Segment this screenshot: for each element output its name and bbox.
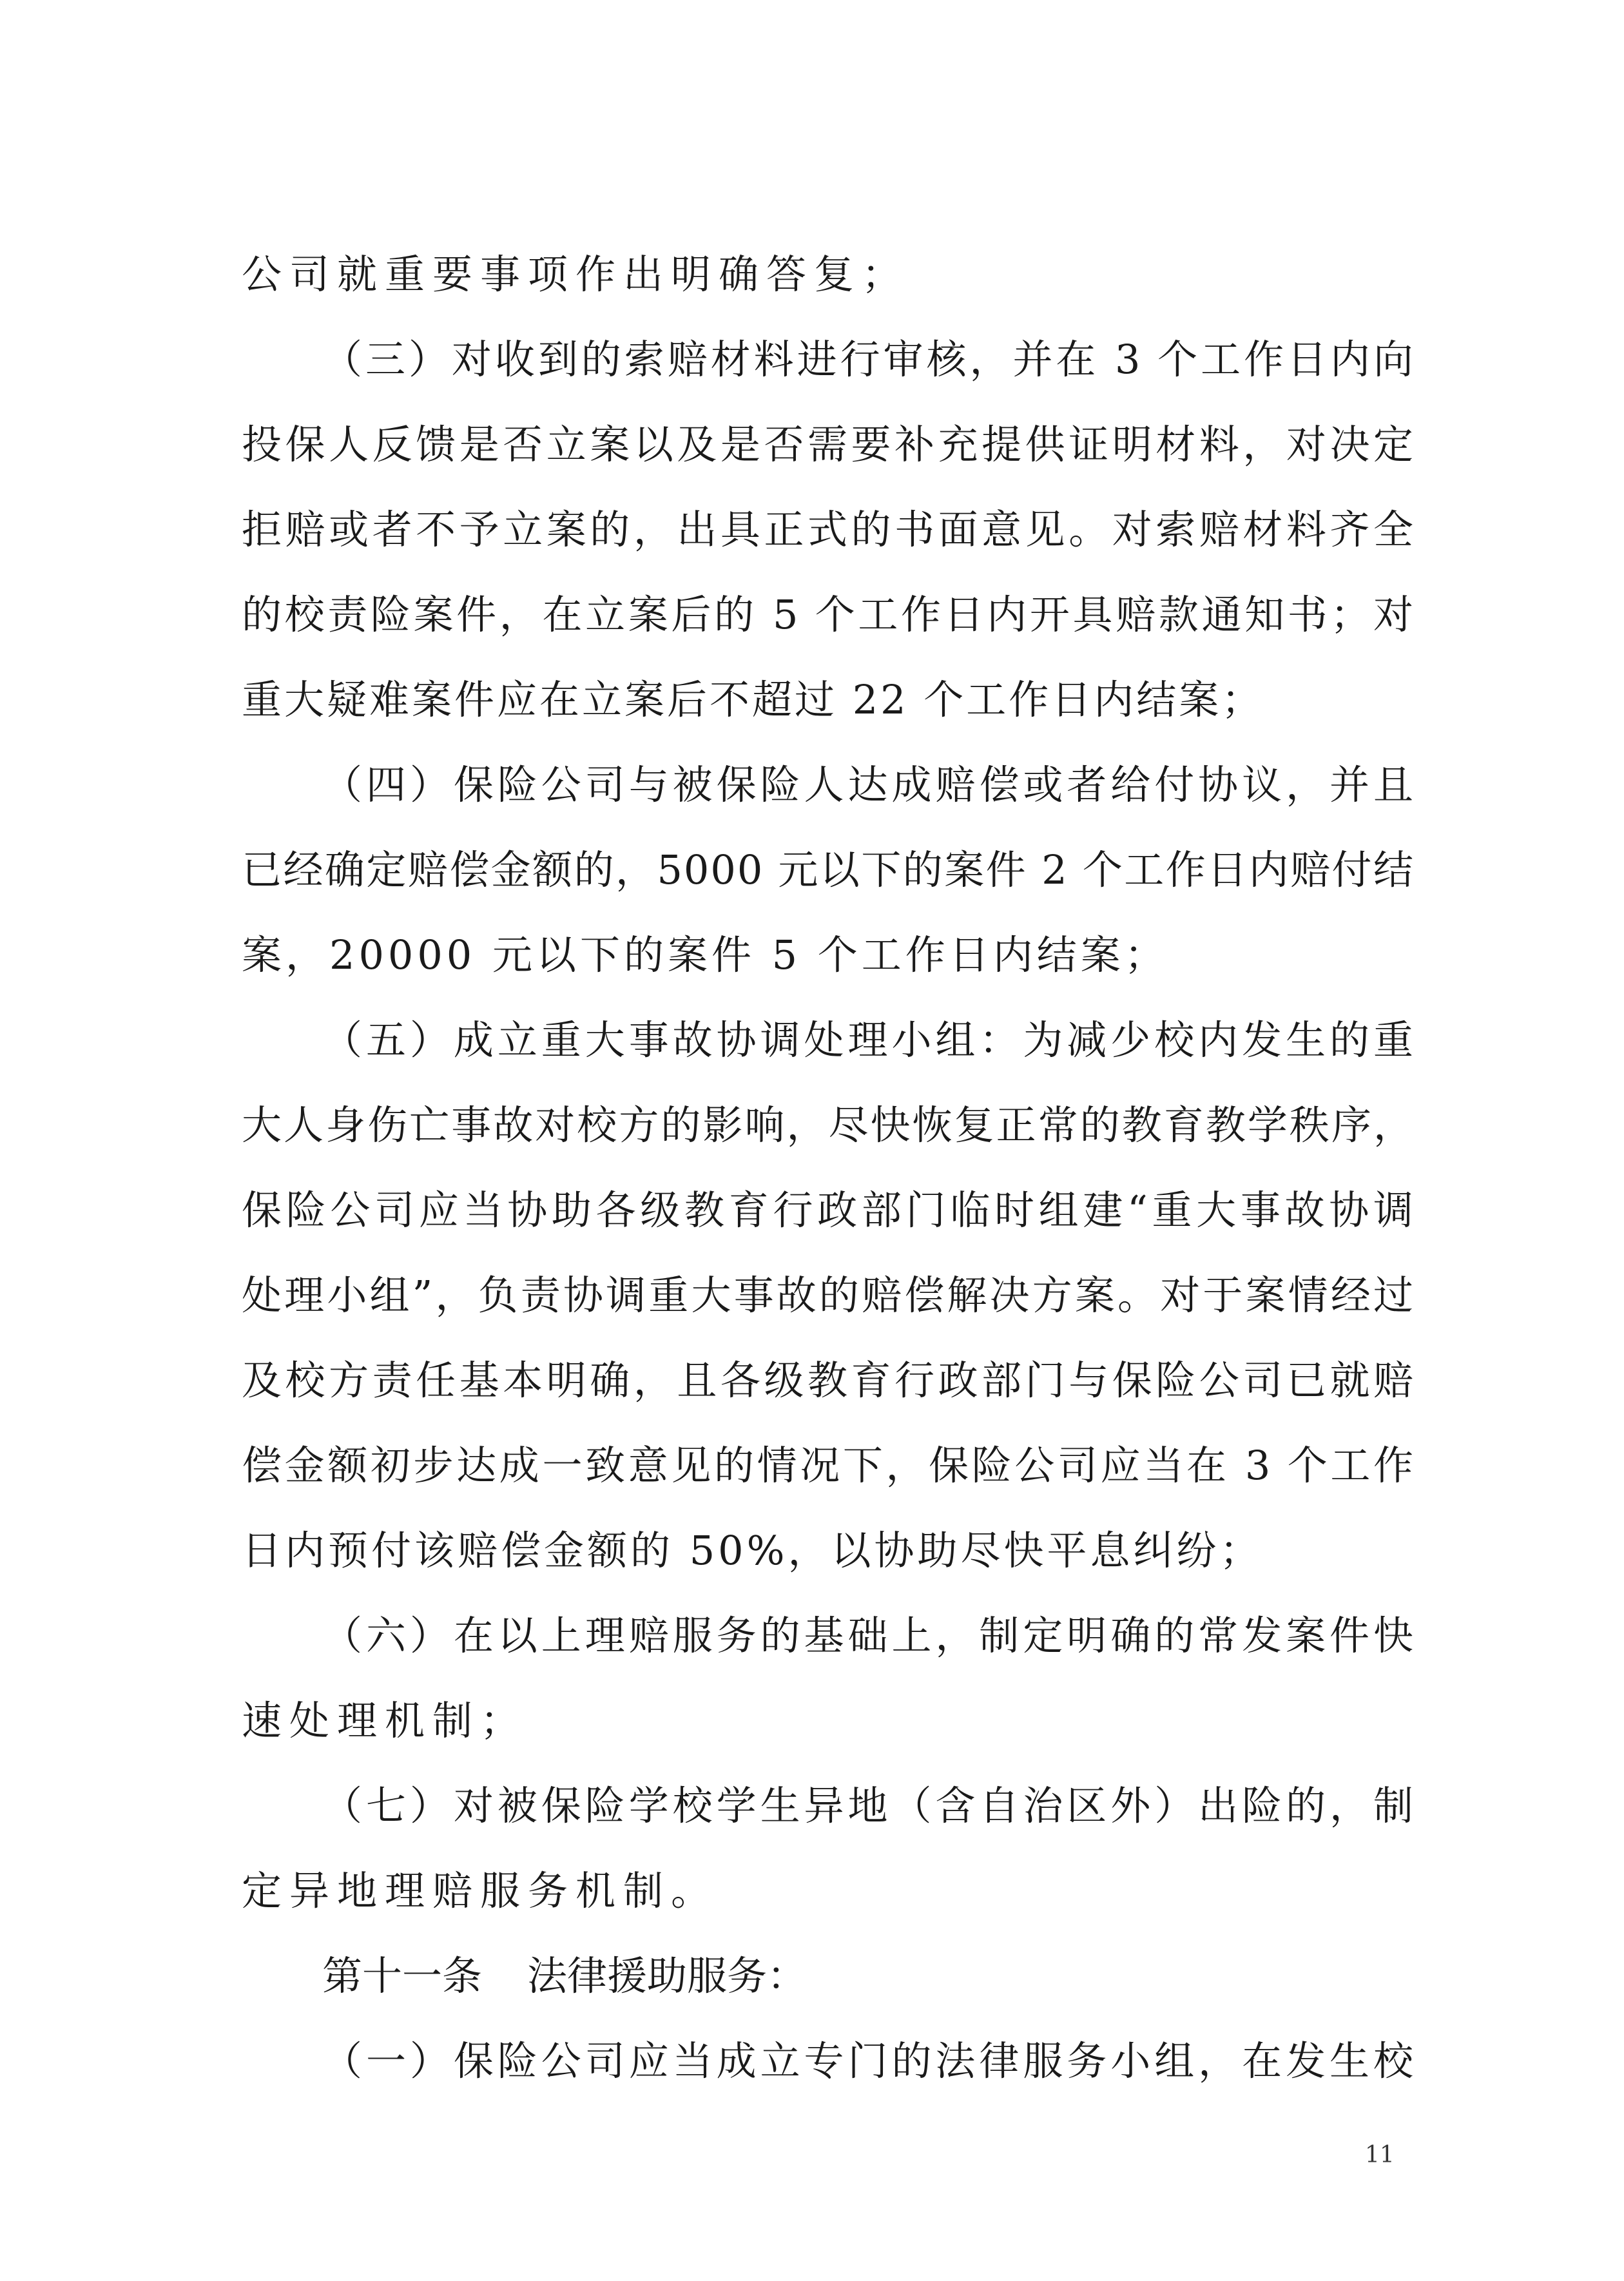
paragraph-line: 偿金额初步达成一致意见的情况下，保险公司应当在 3 个工作 — [242, 1442, 1415, 1489]
paragraph-line: 处理小组”，负责协调重大事故的赔偿解决方案。对于案情经过 — [242, 1272, 1415, 1319]
page-number: 11 — [1365, 2142, 1395, 2168]
paragraph-line: （五）成立重大事故协调处理小组：为减少校内发生的重 — [322, 1016, 1415, 1063]
article-title: 法律援助服务： — [527, 1952, 807, 1999]
paragraph-line: 投保人反馈是否立案以及是否需要补充提供证明材料，对决定 — [242, 421, 1415, 468]
paragraph-line: （六）在以上理赔服务的基础上，制定明确的常发案件快 — [322, 1612, 1415, 1659]
article-heading — [322, 1934, 807, 2019]
article-number: 第十一条 — [322, 1952, 483, 1999]
paragraph-line: 已经确定赔偿金额的，5000 元以下的案件 2 个工作日内赔付结 — [242, 846, 1415, 893]
paragraph-line: 案，20000 元以下的案件 5 个工作日内结案； — [242, 931, 1168, 978]
paragraph-line: （三）对收到的索赔材料进行审核，并在 3 个工作日内向 — [322, 336, 1415, 383]
paragraph-line: 速处理机制； — [242, 1697, 528, 1744]
paragraph-line: 保险公司应当协助各级教育行政部门临时组建“重大事故协调 — [242, 1187, 1415, 1234]
paragraph-line: 重大疑难案件应在立案后不超过 22 个工作日内结案； — [242, 676, 1264, 723]
paragraph-line: 日内预付该赔偿金额的 50%，以协助尽快平息纠纷； — [242, 1527, 1263, 1574]
paragraph-line: 及校方责任基本明确，且各级教育行政部门与保险公司已就赔 — [242, 1357, 1415, 1404]
paragraph-line: 大人身伤亡事故对校方的影响，尽快恢复正常的教育教学秩序， — [242, 1102, 1415, 1149]
paragraph-line: （七）对被保险学校学生异地（含自治区外）出险的，制 — [322, 1782, 1415, 1829]
paragraph-line: （四）保险公司与被保险人达成赔偿或者给付协议，并且 — [322, 761, 1415, 808]
paragraph-line: （一）保险公司应当成立专门的法律服务小组，在发生校 — [322, 2037, 1415, 2084]
paragraph-line: 的校责险案件，在立案后的 5 个工作日内开具赔款通知书；对 — [242, 591, 1415, 638]
paragraph-line: 公司就重要事项作出明确答复； — [242, 251, 910, 298]
paragraph-line: 定异地理赔服务机制。 — [242, 1867, 719, 1914]
paragraph-line: 拒赔或者不予立案的，出具正式的书面意见。对索赔材料齐全 — [242, 506, 1415, 553]
